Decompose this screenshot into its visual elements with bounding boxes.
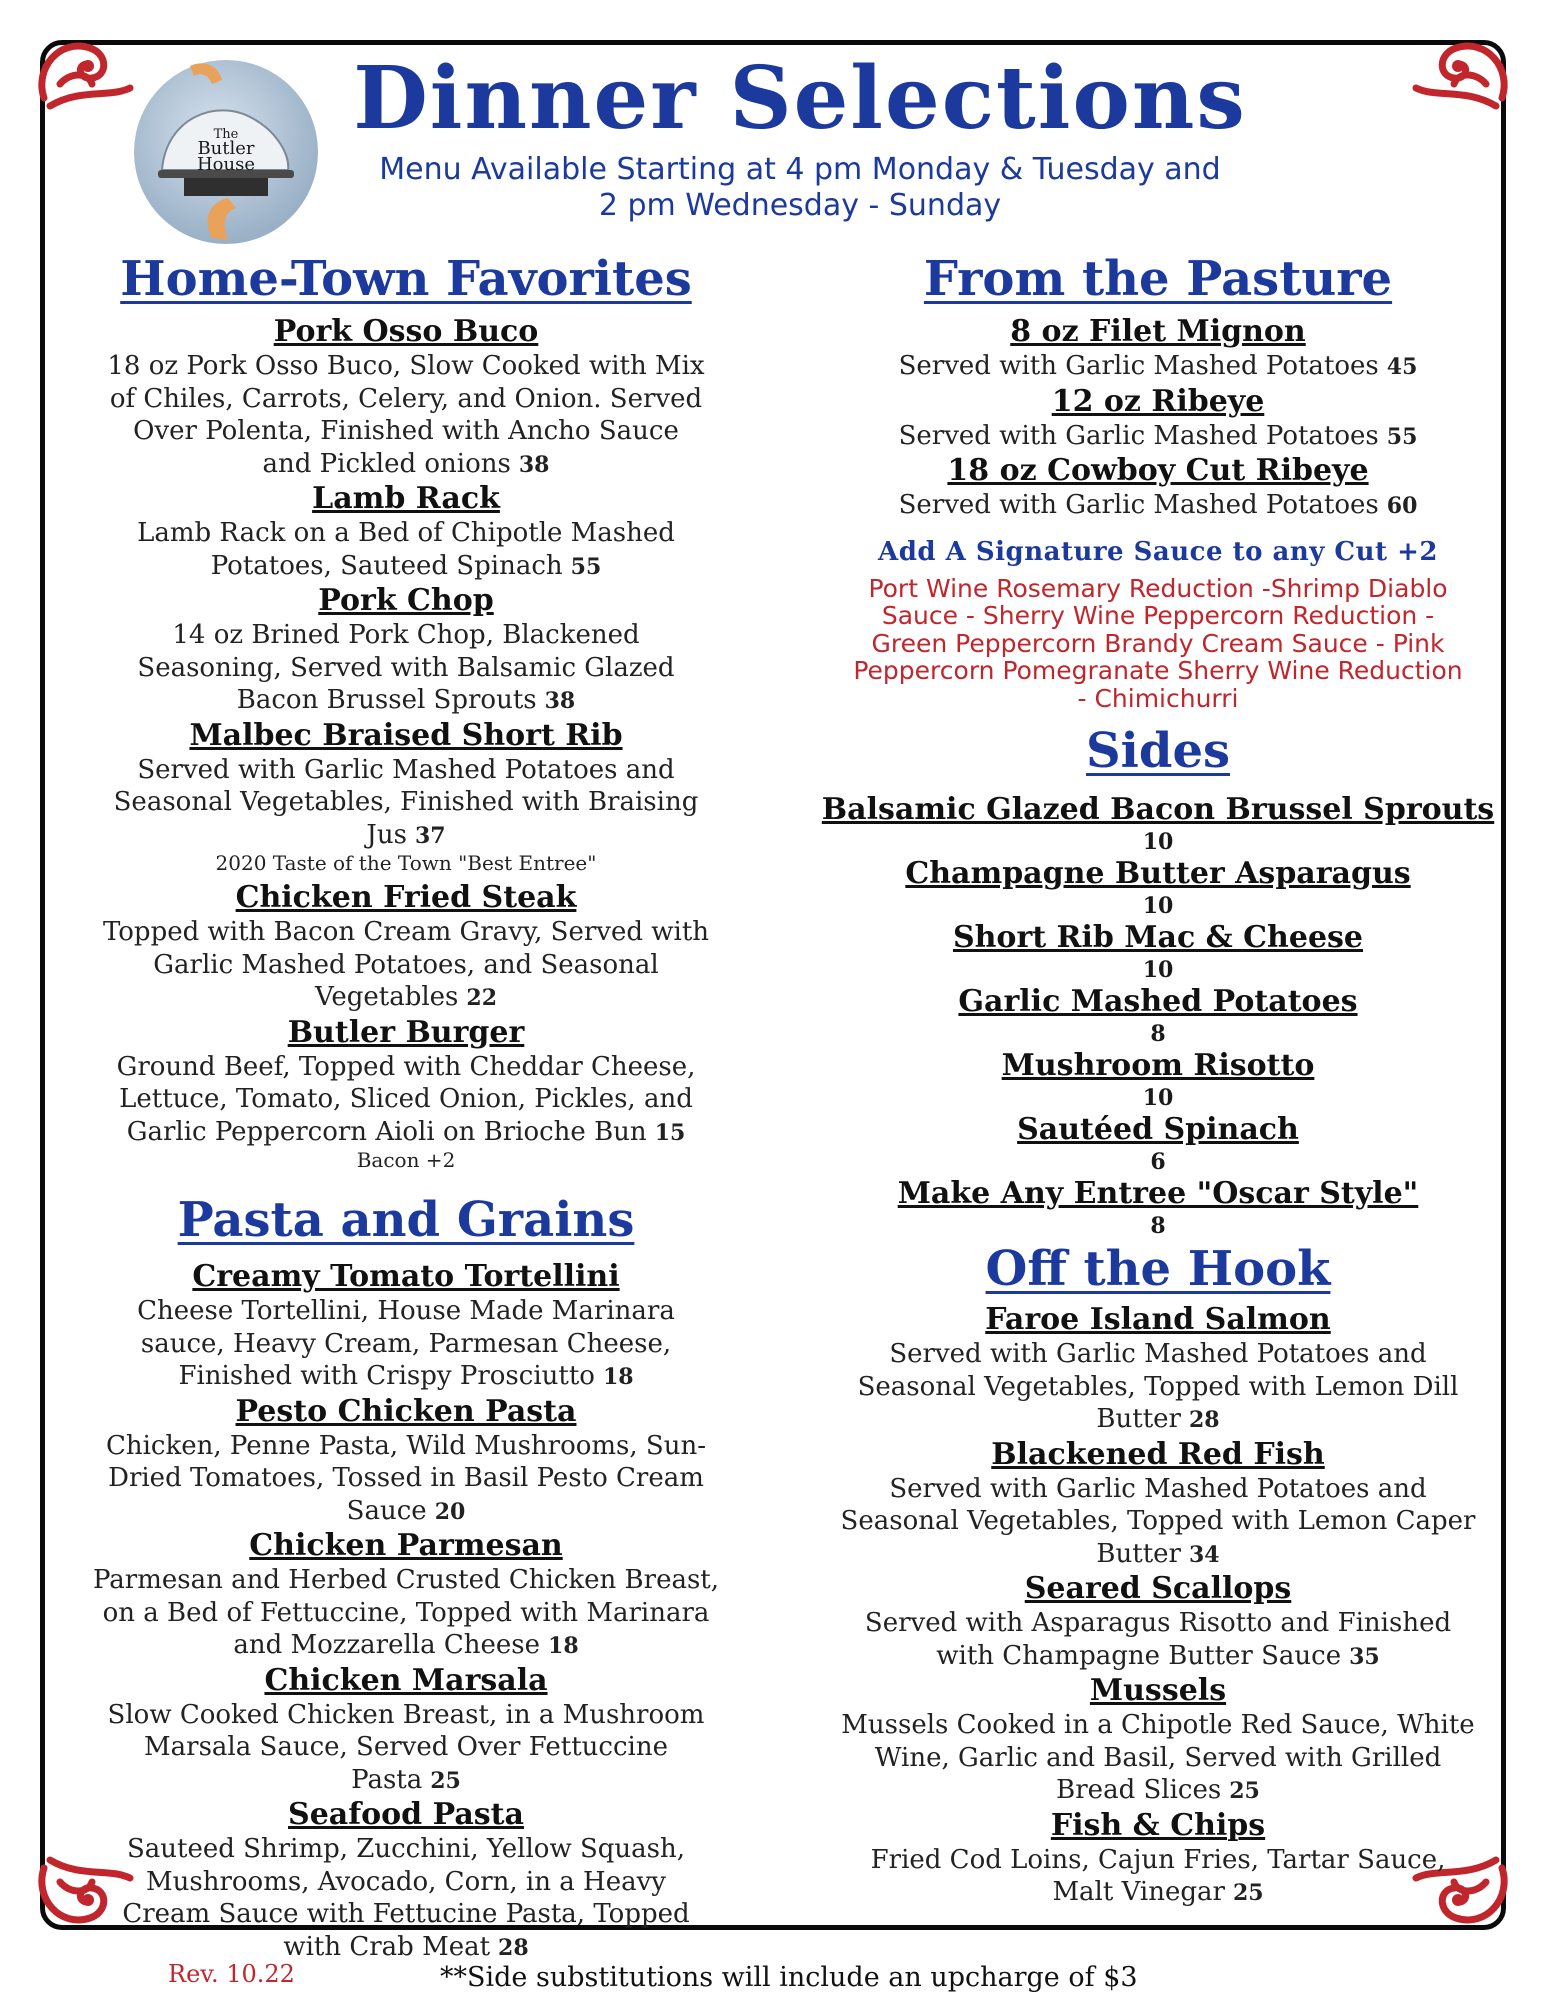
side-price: 8 xyxy=(1150,1021,1166,1047)
section-heading-hook: Off the Hook xyxy=(985,1241,1331,1297)
item-price: 18 xyxy=(602,1364,634,1390)
menu-item xyxy=(66,718,746,875)
item-price: 15 xyxy=(654,1119,686,1146)
menu-item xyxy=(66,583,746,718)
side-item xyxy=(818,1176,1498,1240)
right-column xyxy=(818,250,1498,1910)
sauce-heading: Add A Signature Sauce to any Cut +2 xyxy=(878,536,1438,567)
section-heading-pasta: Pasta and Grains xyxy=(177,1192,635,1248)
availability-subtitle xyxy=(300,152,1300,224)
item-name: Blackened Red Fish xyxy=(991,1436,1325,1472)
item-description: Served with Garlic Mashed Potatoes 55 xyxy=(898,420,1418,451)
menu-item xyxy=(66,314,746,481)
item-description: Chicken, Penne Pasta, Wild Mushrooms, Sun-Dried Tomatoes, Tossed in Basil Pesto Cream Sauce 20 xyxy=(105,1430,707,1526)
award-note: 2020 Taste of the Town "Best Entree" xyxy=(215,851,597,875)
item-price: 37 xyxy=(414,822,446,849)
item-price: 35 xyxy=(1349,1643,1380,1670)
item-description: 14 oz Brined Pork Chop, Blackened Seasoning, Served with Balsamic Glazed Bacon Brussel Sprouts 38 xyxy=(137,620,675,715)
side-price: 10 xyxy=(1142,829,1174,855)
item-price: 22 xyxy=(466,985,498,1011)
side-name: Short Rib Mac & Cheese xyxy=(952,920,1364,955)
corner-flourish-icon xyxy=(1406,28,1516,118)
item-price: 28 xyxy=(498,1934,529,1961)
side-item xyxy=(818,792,1498,856)
menu-item xyxy=(818,1673,1498,1808)
item-name: Chicken Parmesan xyxy=(249,1528,563,1563)
menu-item xyxy=(818,1302,1498,1437)
menu-item xyxy=(818,1437,1498,1572)
side-item xyxy=(818,856,1498,920)
item-price: 55 xyxy=(570,553,602,580)
item-description: Served with Garlic Mashed Potatoes and Seasonal Vegetables, Topped with Lemon Caper Butter 34 xyxy=(840,1473,1476,1569)
revision-label: Rev. 10.22 xyxy=(168,1960,295,1988)
item-description: Served with Asparagus Risotto and Finished with Champagne Butter Sauce 35 xyxy=(864,1608,1452,1671)
subtitle-line-1: Menu Available Starting at 4 pm Monday & Tuesday and xyxy=(379,152,1221,187)
item-price: 60 xyxy=(1386,493,1418,519)
item-price: 38 xyxy=(518,451,550,478)
menu-item xyxy=(818,453,1498,523)
item-price: 25 xyxy=(1232,1880,1264,1906)
item-name: Mussels xyxy=(1089,1673,1227,1708)
menu-item xyxy=(66,481,746,583)
item-price: 25 xyxy=(1229,1778,1260,1804)
item-name: Pesto Chicken Pasta xyxy=(235,1393,577,1429)
menu-item xyxy=(66,1663,746,1798)
item-name: Seafood Pasta xyxy=(288,1797,524,1832)
item-price: 28 xyxy=(1188,1407,1220,1433)
item-name: Creamy Tomato Tortellini xyxy=(192,1259,620,1294)
addon-note: Bacon +2 xyxy=(356,1148,456,1172)
menu-item xyxy=(818,1808,1498,1910)
side-price: 6 xyxy=(1150,1149,1166,1175)
item-name: 12 oz Ribeye xyxy=(1051,383,1265,419)
butler-house-logo xyxy=(132,58,320,246)
section-heading-pasture: From the Pasture xyxy=(923,251,1393,307)
section-heading-sides: Sides xyxy=(1085,723,1231,779)
side-name: Sautéed Spinach xyxy=(1017,1112,1299,1147)
item-name: Pork Osso Buco xyxy=(273,314,539,349)
item-description: Topped with Bacon Cream Gravy, Served with Garlic Mashed Potatoes, and Seasonal Vegetables 22 xyxy=(102,917,710,1012)
sauce-list: Port Wine Rosemary Reduction -Shrimp Diablo Sauce - Sherry Wine Peppercorn Reduction - Green Peppercorn Brandy Cream Sauce - Pink Peppercorn Pomegranate Sherry Wine Reduction - Chimichurri xyxy=(853,573,1463,713)
item-price: 20 xyxy=(434,1498,466,1525)
side-price: 10 xyxy=(1142,957,1174,983)
item-name: Fish & Chips xyxy=(1050,1807,1266,1843)
item-name: Malbec Braised Short Rib xyxy=(189,717,623,753)
left-column xyxy=(66,250,746,1964)
svg-text:Butler: Butler xyxy=(197,138,255,159)
subtitle-line-2: 2 pm Wednesday - Sunday xyxy=(598,188,1002,223)
item-description: Served with Garlic Mashed Potatoes and Seasonal Vegetables, Finished with Braising Jus 37 xyxy=(113,754,699,850)
item-price: 18 xyxy=(548,1633,579,1659)
item-description: 18 oz Pork Osso Buco, Slow Cooked with Mix of Chiles, Carrots, Celery, and Onion. Served Over Polenta, Finished with Ancho Sauce and Pickled onions 38 xyxy=(107,351,705,479)
side-item xyxy=(818,920,1498,984)
item-price: 55 xyxy=(1386,423,1418,450)
item-name: Pork Chop xyxy=(318,583,494,618)
item-name: Butler Burger xyxy=(287,1014,525,1050)
side-name: Champagne Butter Asparagus xyxy=(905,856,1411,891)
side-item xyxy=(818,984,1498,1048)
menu-item xyxy=(818,384,1498,454)
item-price: 38 xyxy=(544,688,576,714)
menu-item xyxy=(818,1571,1498,1673)
item-name: Chicken Marsala xyxy=(264,1662,548,1698)
menu-item xyxy=(66,1797,746,1964)
menu-item xyxy=(66,1394,746,1529)
item-name: Faroe Island Salmon xyxy=(985,1302,1331,1337)
item-description: Cheese Tortellini, House Made Marinara sauce, Heavy Cream, Parmesan Cheese, Finished with Crispy Prosciutto 18 xyxy=(137,1296,675,1391)
corner-flourish-icon xyxy=(30,28,140,118)
side-item xyxy=(818,1112,1498,1176)
menu-item xyxy=(66,1015,746,1172)
svg-text:The: The xyxy=(213,127,239,142)
item-name: Chicken Fried Steak xyxy=(235,880,577,915)
side-name: Make Any Entree "Oscar Style" xyxy=(897,1176,1419,1211)
item-description: Served with Garlic Mashed Potatoes and Seasonal Vegetables, Topped with Lemon Dill Butter 28 xyxy=(857,1339,1459,1434)
menu-item xyxy=(66,880,746,1015)
substitution-note: **Side substitutions will include an upcharge of $3 xyxy=(440,1962,1138,1993)
menu-item xyxy=(818,314,1498,384)
side-name: Garlic Mashed Potatoes xyxy=(958,984,1358,1019)
item-name: Seared Scallops xyxy=(1024,1571,1292,1606)
item-description: Mussels Cooked in a Chipotle Red Sauce, White Wine, Garlic and Basil, Served with Grilled Bread Slices 25 xyxy=(841,1710,1475,1805)
side-price: 8 xyxy=(1150,1213,1166,1239)
item-description: Sauteed Shrimp, Zucchini, Yellow Squash, Mushrooms, Avocado, Corn, in a Heavy Cream Sauce with Fettucine Pasta, Topped with Crab Meat 28 xyxy=(122,1834,690,1962)
section-heading-hometown: Home-Town Favorites xyxy=(120,251,692,307)
item-description: Served with Garlic Mashed Potatoes 60 xyxy=(898,490,1418,520)
item-description: Served with Garlic Mashed Potatoes 45 xyxy=(898,351,1418,381)
menu-item xyxy=(66,1528,746,1663)
menu-item xyxy=(66,1259,746,1394)
side-name: Mushroom Risotto xyxy=(1001,1048,1315,1083)
side-item xyxy=(818,1048,1498,1112)
item-name: 8 oz Filet Mignon xyxy=(1010,314,1306,349)
item-price: 25 xyxy=(430,1767,461,1794)
item-name: Lamb Rack xyxy=(312,481,500,516)
item-price: 45 xyxy=(1386,354,1418,380)
svg-text:House: House xyxy=(196,154,256,175)
page-title: Dinner Selections xyxy=(353,48,1247,149)
item-description: Ground Beef, Topped with Cheddar Cheese, Lettuce, Tomato, Sliced Onion, Pickles, and Garlic Peppercorn Aioli on Brioche Bun 15 xyxy=(116,1051,696,1147)
item-description: Fried Cod Loins, Cajun Fries, Tartar Sauce, Malt Vinegar 25 xyxy=(870,1844,1446,1907)
side-price: 10 xyxy=(1142,893,1174,919)
item-name: 18 oz Cowboy Cut Ribeye xyxy=(947,453,1369,488)
item-description: Parmesan and Herbed Crusted Chicken Breast, on a Bed of Fettuccine, Topped with Marinara and Mozzarella Cheese 18 xyxy=(92,1565,720,1660)
side-price: 10 xyxy=(1142,1085,1174,1111)
side-name: Balsamic Glazed Bacon Brussel Sprouts xyxy=(821,792,1495,827)
item-price: 34 xyxy=(1188,1541,1220,1568)
item-description: Lamb Rack on a Bed of Chipotle Mashed Potatoes, Sauteed Spinach 55 xyxy=(137,518,675,581)
item-description: Slow Cooked Chicken Breast, in a Mushroom Marsala Sauce, Served Over Fettuccine Pasta 25 xyxy=(107,1699,705,1795)
